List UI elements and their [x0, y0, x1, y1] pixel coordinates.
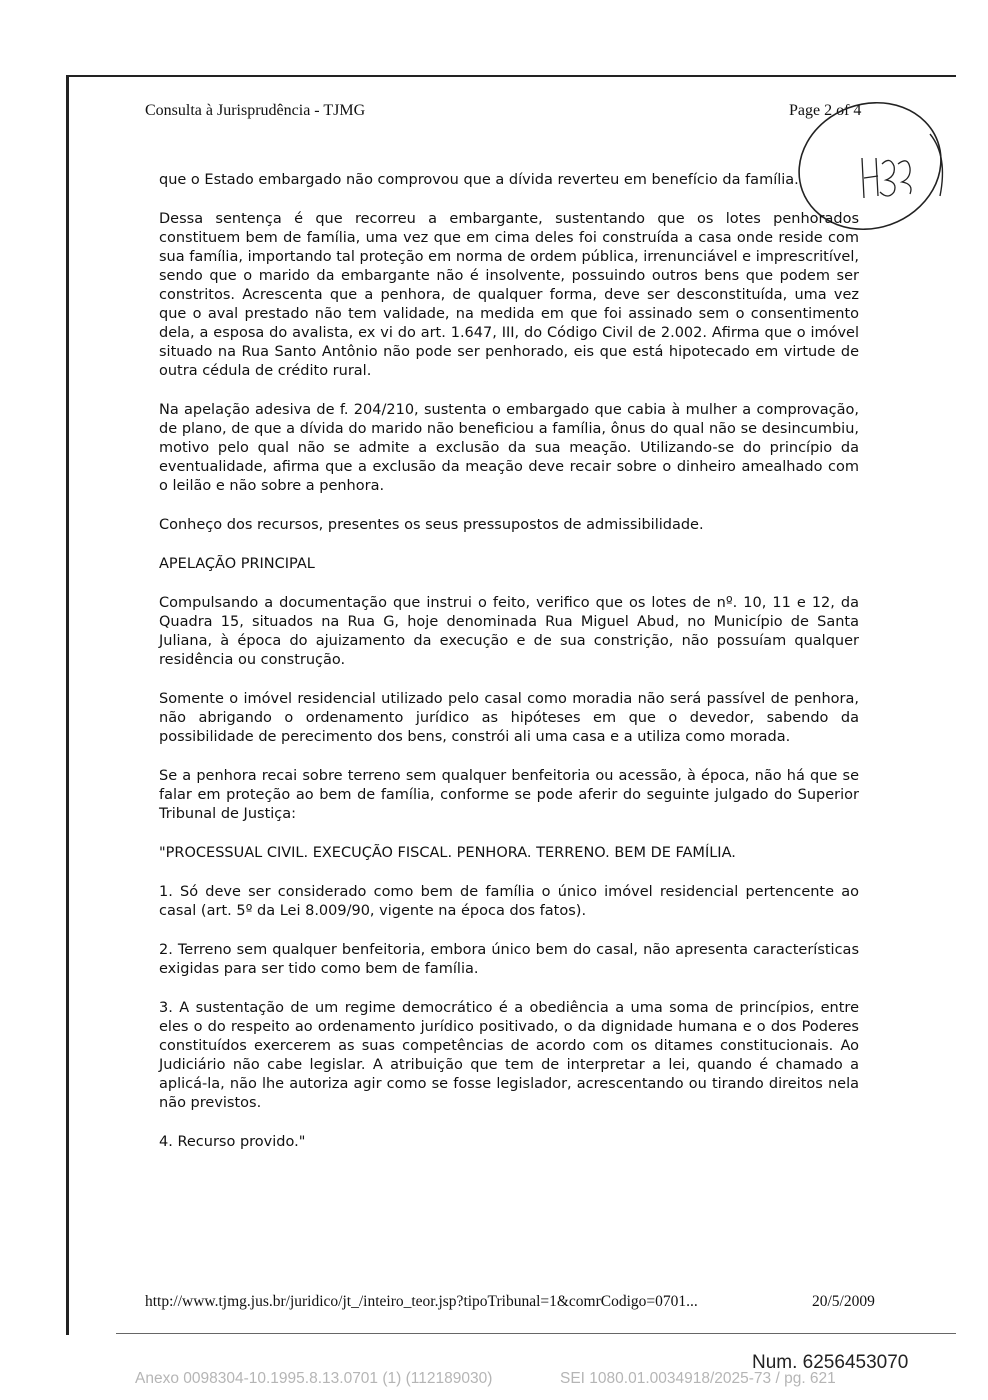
header-title: Consulta à Jurisprudência - TJMG — [145, 102, 366, 119]
page-number: Page 2 of 4 — [789, 102, 862, 119]
page-frame-top-border — [66, 75, 956, 77]
paragraph: Somente o imóvel residencial utilizado pelo casal como moradia não será passível de penhora, não abrigando o ordenamento jurídico as hipóteses em que o devedor, sabendo da possibilidade de perecimento dos bens, constrói ali uma casa e a utiliza como morada. — [159, 691, 859, 745]
quote-item: 4. Recurso provido." — [159, 1134, 306, 1150]
page-frame-bottom-border — [116, 1333, 956, 1334]
quote-item: 1. Só deve ser considerado como bem de família o único imóvel residencial pertencente ao casal (art. 5º da Lei 8.009/90, vigente na época dos fatos). — [159, 884, 859, 919]
paragraph: Compulsando a documentação que instrui o feito, verifico que os lotes de nº. 10, 11 e 12, da Quadra 15, situados na Rua G, hoje denominada Rua Miguel Abud, no Município de Santa Juliana, à época do ajuizamento da execução e de sua constrição, não possuíam qualquer residência ou construção. — [159, 595, 859, 668]
paragraph: Se a penhora recai sobre terreno sem qualquer benfeitoria ou acessão, à época, não há que se falar em proteção ao bem de família, conforme se pode aferir do seguinte julgado do Superior Tribunal de Justiça: — [159, 768, 859, 822]
paragraph: Dessa sentença é que recorreu a embargante, sustentando que os lotes penhorados constituem bem de família, uma vez que em cima deles foi construída a casa onde reside com sua família, importando tal proteção em norma de ordem pública, irrenunciável e imprescritível, sendo que o marido da embargante não é insolvente, possuindo outros bens que podem ser constritos. Acrescenta que a penhora, de qualquer forma, deve ser desconstituída, uma vez que o aval prestado não tem validade, na medida em que foi assinado sem o consentimento dela, a esposa do avalista, ex vi do art. 1.647, III, do Código Civil de 2.002. Afirma que o imóvel situado na Rua Santo Antônio não pode ser penhorado, eis que está hipotecado em virtude de outra cédula de crédito rural. — [159, 211, 859, 379]
section-heading: APELAÇÃO PRINCIPAL — [159, 556, 315, 572]
footer-url: http://www.tjmg.jus.br/juridico/jt_/inteiro_teor.jsp?tipoTribunal=1&comrCodigo=0701... — [145, 1293, 698, 1310]
paragraph: que o Estado embargado não comprovou que a dívida reverteu em benefício da família. — [159, 172, 799, 188]
paragraph: Na apelação adesiva de f. 204/210, sustenta o embargado que cabia à mulher a comprovação, de plano, de que a dívida do marido não beneficiou a família, ônus do qual não se desincumbiu, motivo pelo qual não se admite a exclusão da sua meação. Utilizando-se do princípio da eventualidade, afirma que a exclusão da meação deve recair sobre o dinheiro amealhado com o leilão e não sobre a penhora. — [159, 402, 859, 494]
quote-heading: "PROCESSUAL CIVIL. EXECUÇÃO FISCAL. PENHORA. TERRENO. BEM DE FAMÍLIA. — [159, 845, 736, 861]
annex-stamp: Anexo 0098304-10.1995.8.13.0701 (1) (112189030) — [135, 1370, 493, 1387]
sei-stamp: SEI 1080.01.0034918/2025-73 / pg. 621 — [560, 1370, 836, 1387]
paragraph: Conheço dos recursos, presentes os seus pressupostos de admissibilidade. — [159, 517, 704, 533]
quote-item: 3. A sustentação de um regime democrático é a obediência a uma soma de princípios, entre eles o do respeito ao ordenamento jurídico positivado, o da dignidade humana e o dos Poderes constituídos exercerem as suas competências de acordo com os ditames constitucionais. Ao Judiciário não cabe legislar. A atribuição que tem de interpretar a lei, quando é chamado a aplicá-la, não lhe autoriza agir como se fosse legislador, acrescentando ou tirando direitos nela não previstos. — [159, 1000, 859, 1111]
document-body — [159, 171, 859, 1172]
footer-date: 20/5/2009 — [812, 1293, 875, 1310]
document-number-stamp: Num. 6256453070 — [752, 1352, 909, 1373]
page-frame-left-border — [66, 75, 69, 1335]
quote-item: 2. Terreno sem qualquer benfeitoria, embora único bem do casal, não apresenta características exigidas para ser tido como bem de família. — [159, 942, 859, 977]
